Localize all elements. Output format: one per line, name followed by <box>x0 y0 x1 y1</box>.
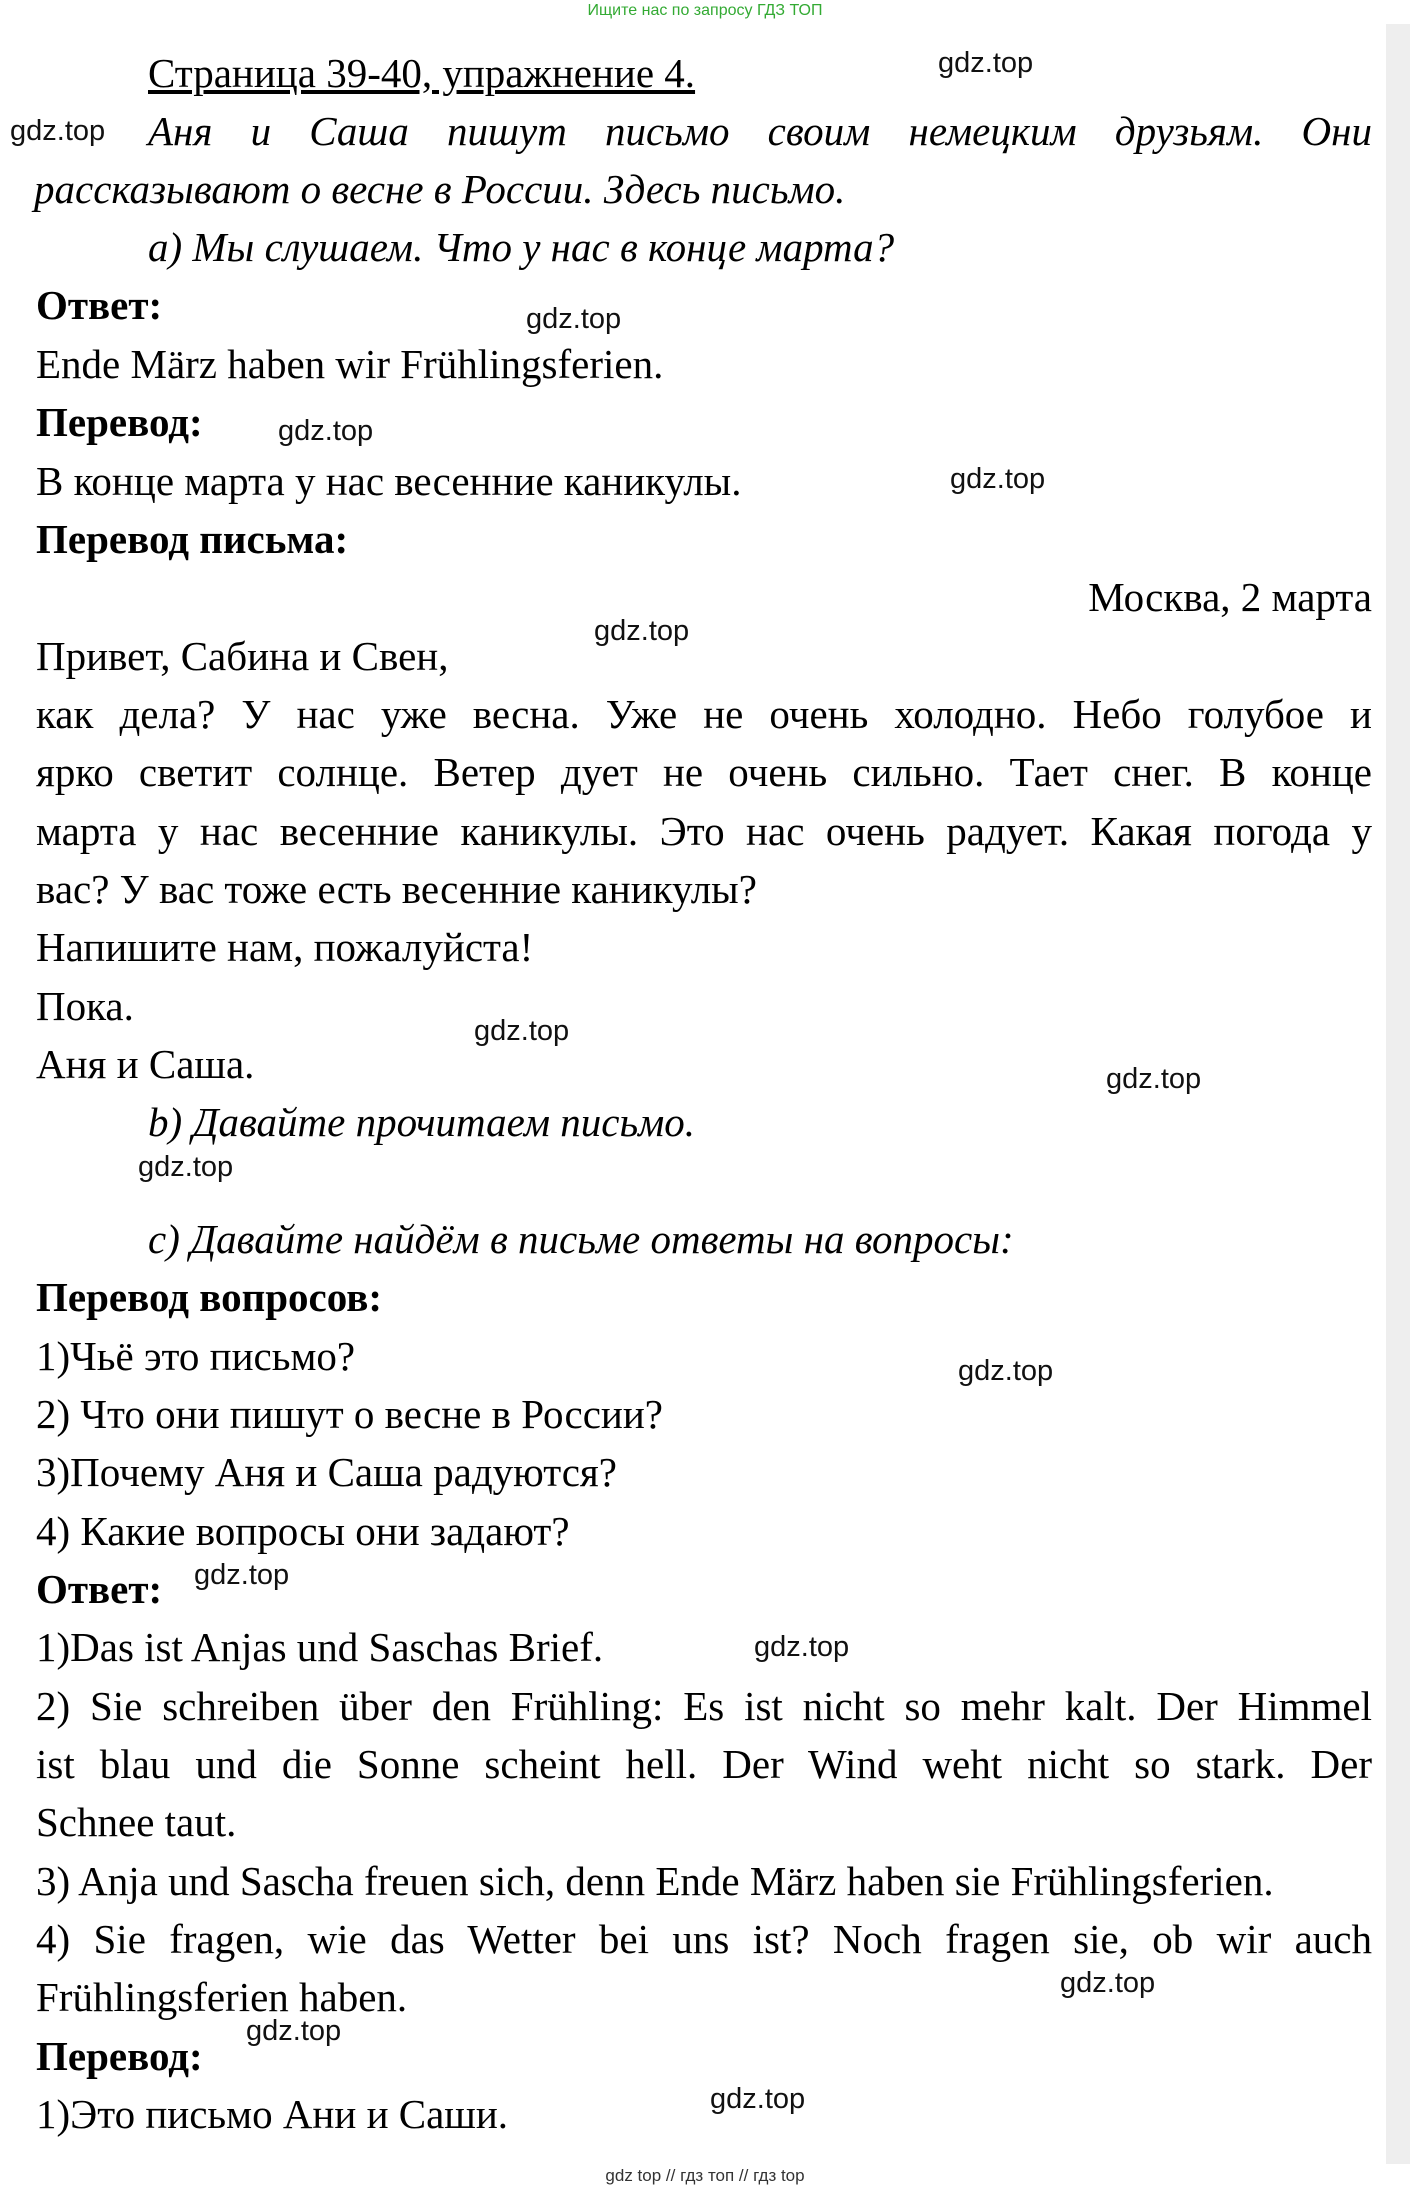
task-b: b) Давайте прочитаем письмо. <box>148 1099 696 1145</box>
task-c: c) Давайте найдём в письме ответы на вопросы: <box>148 1216 1014 1262</box>
answer-item: 2) Sie schreiben über den Frühling: Es ist nicht so mehr kalt. Der Himmel <box>36 1683 1372 1729</box>
letter-body-line: как дела? У нас уже весна. Уже не очень холодно. Небо голубое и <box>36 691 1372 737</box>
task-a: а) Мы слушаем. Что у нас в конце марта? <box>148 224 895 270</box>
watermark[interactable]: gdz.top <box>526 303 622 335</box>
answer-item: Frühlingsferien haben. <box>36 1974 408 2020</box>
letter-bye: Пока. <box>36 983 134 1029</box>
letter-body-line: вас? У вас тоже есть весенние каникулы? <box>36 866 757 912</box>
letter-body-line: ярко светит солнце. Ветер дует не очень сильно. Тает снег. В конце <box>36 749 1372 795</box>
answer-a-text: Ende März haben wir Frühlingsferien. <box>36 341 664 387</box>
answer-a-translation: В конце марта у нас весенние каникулы. <box>36 458 742 504</box>
bottom-banner[interactable]: gdz top // гдз топ // гдз top <box>605 2166 805 2185</box>
page-title: Страница 39-40, упражнение 4. <box>148 50 696 96</box>
watermark[interactable]: gdz.top <box>246 2015 342 2047</box>
answers-label: Ответ: <box>36 1566 163 1612</box>
answer-item: 1)Das ist Anjas und Saschas Brief. <box>36 1624 604 1670</box>
letter-place-date: Москва, 2 марта <box>1088 574 1372 620</box>
watermark[interactable]: gdz.top <box>754 1631 850 1663</box>
watermark[interactable]: gdz.top <box>10 115 106 147</box>
translation-item: 1)Это письмо Ани и Саши. <box>36 2091 509 2137</box>
questions-label: Перевод вопросов: <box>36 1274 383 1320</box>
watermark[interactable]: gdz.top <box>194 1559 290 1591</box>
watermark[interactable]: gdz.top <box>1106 1063 1202 1095</box>
watermark[interactable]: gdz.top <box>474 1015 570 1047</box>
answer-a-label: Ответ: <box>36 282 163 328</box>
watermark[interactable]: gdz.top <box>710 2083 806 2115</box>
watermark[interactable]: gdz.top <box>958 1355 1054 1387</box>
task-intro-line1: Аня и Саша пишут письмо своим немецким друзьям. Они <box>148 108 1372 154</box>
question-item: 3)Почему Аня и Саша радуются? <box>36 1449 617 1495</box>
scrollbar[interactable] <box>1386 24 1410 2164</box>
top-banner[interactable]: Ищите нас по запросу ГДЗ ТОП <box>587 2 823 19</box>
answer-item: 4) Sie fragen, wie das Wetter bei uns ist? Noch fragen sie, ob wir auch <box>36 1916 1372 1962</box>
answer-a-translation-label: Перевод: <box>36 399 203 445</box>
answer-item: ist blau und die Sonne scheint hell. Der Wind weht nicht so stark. Der <box>36 1741 1372 1787</box>
question-item: 2) Что они пишут о весне в России? <box>36 1391 663 1437</box>
watermark[interactable]: gdz.top <box>138 1151 234 1183</box>
letter-body-line: марта у нас весенние каникулы. Это нас очень радует. Какая погода у <box>36 808 1372 854</box>
watermark[interactable]: gdz.top <box>278 415 374 447</box>
question-item: 4) Какие вопросы они задают? <box>36 1508 570 1554</box>
question-item: 1)Чьё это письмо? <box>36 1333 356 1379</box>
watermark[interactable]: gdz.top <box>1060 1967 1156 1999</box>
task-intro-line2: рассказывают о весне в России. Здесь письмо. <box>34 166 846 212</box>
watermark[interactable]: gdz.top <box>938 47 1034 79</box>
letter-greeting: Привет, Сабина и Свен, <box>36 633 449 679</box>
answer-item: 3) Anja und Sascha freuen sich, denn Ende März haben sie Frühlingsferien. <box>36 1858 1274 1904</box>
letter-signature: Аня и Саша. <box>36 1041 255 1087</box>
answer-item: Schnee taut. <box>36 1799 237 1845</box>
watermark[interactable]: gdz.top <box>950 463 1046 495</box>
letter-request: Напишите нам, пожалуйста! <box>36 924 534 970</box>
watermark[interactable]: gdz.top <box>594 615 690 647</box>
translation-label: Перевод: <box>36 2033 203 2079</box>
letter-label: Перевод письма: <box>36 516 349 562</box>
